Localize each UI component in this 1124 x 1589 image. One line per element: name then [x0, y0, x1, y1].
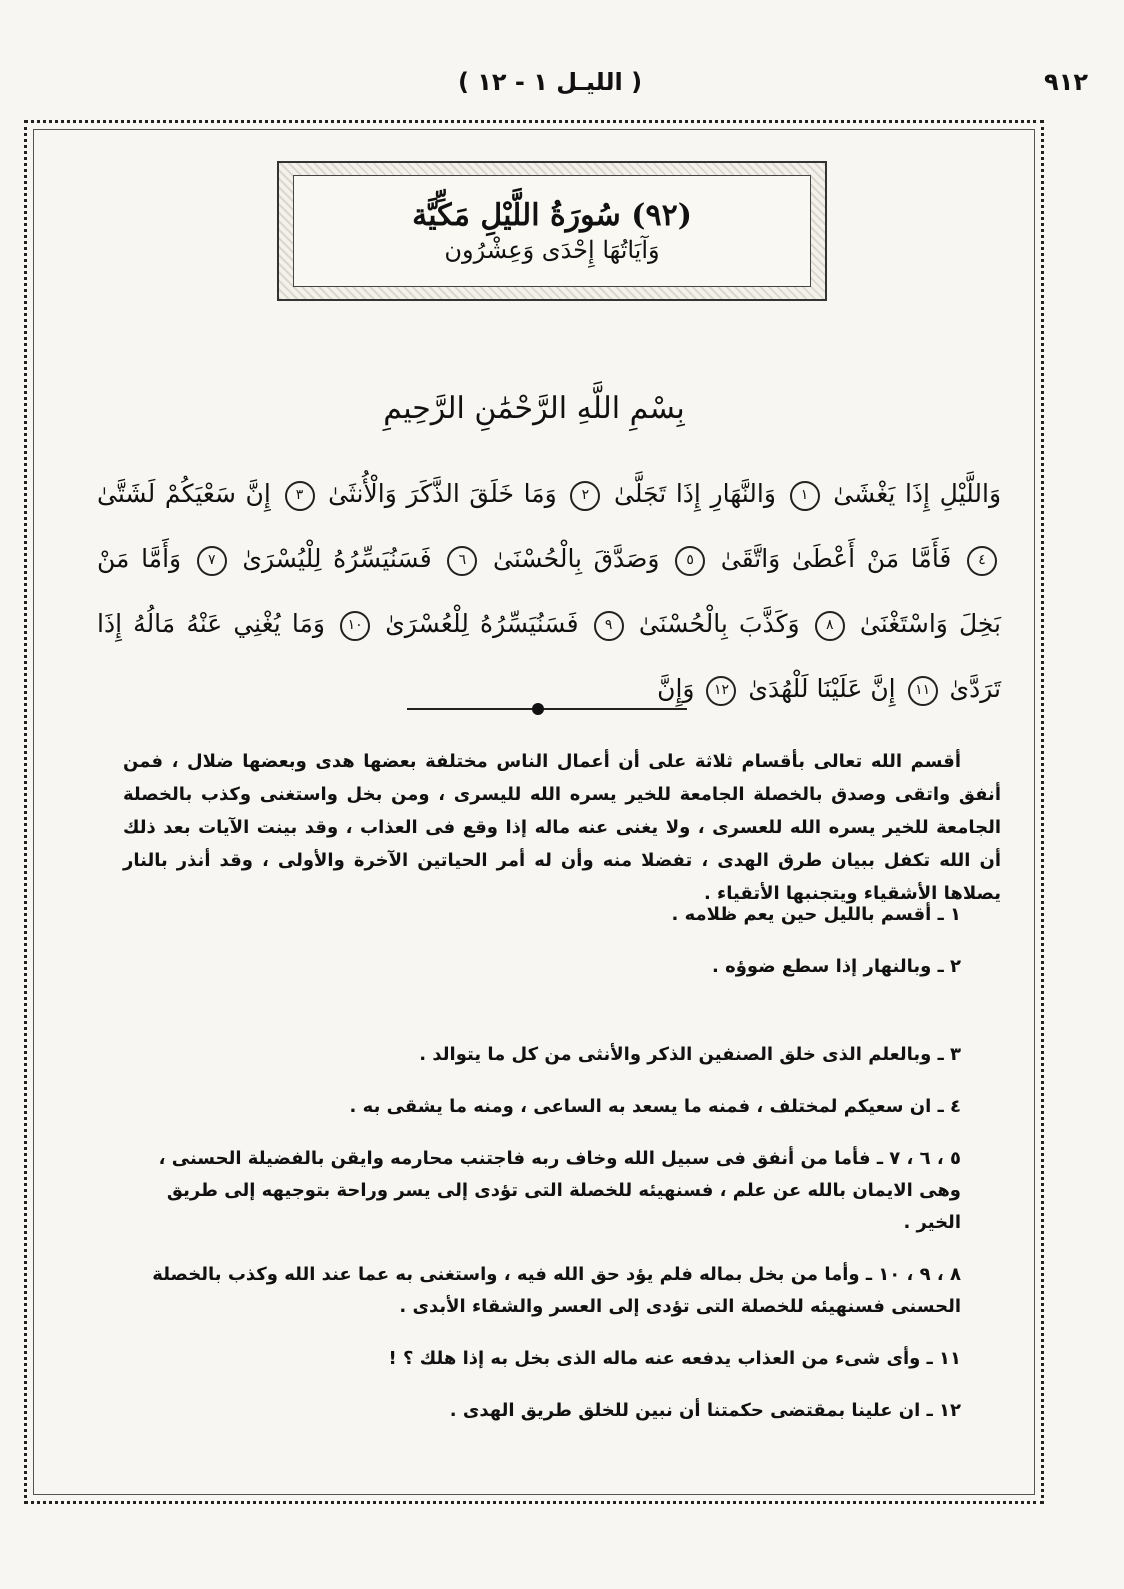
- note-item: ١ ـ أقسم بالليل حين يعم ظلامه .: [671, 904, 961, 925]
- page-frame: [24, 120, 1044, 1504]
- verse: وَالنَّهَارِ إِذَا تَجَلَّىٰ ٢: [566, 479, 776, 508]
- note-item: ١٢ ـ ان علينا بمقتضى حكمتنا أن نبين للخلق طريق الهدى .: [449, 1400, 961, 1421]
- note-item: ٥ ، ٦ ، ٧ ـ فأما من أنفق فى سبيل الله وخاف ربه فاجتنب محارمه وايقن بالفضيلة الحسنى ، وهى الايمان بالله عن علم ، فسنهيئه للخصلة التى تؤدى إلى يسر وراحة بتوجيهه إلى طريق الخير .: [158, 1148, 961, 1233]
- verse-number: ٥: [675, 546, 705, 576]
- verse-number: ٤: [967, 546, 997, 576]
- surah-title-box: [277, 161, 827, 301]
- commentary-summary: [123, 745, 1001, 910]
- verse-number: ٧: [197, 546, 227, 576]
- verse-number: ٣: [285, 481, 315, 511]
- verse-number: ٨: [815, 611, 845, 641]
- verse: وَإِنَّ: [657, 674, 695, 703]
- verse-number: ٦: [447, 546, 477, 576]
- surah-subtitle: وَآيَاتُهَا إِحْدَى وَعِشْرُون: [444, 235, 660, 264]
- note-item: ٨ ، ٩ ، ١٠ ـ وأما من بخل بماله فلم يؤد حق الله فيه ، واستغنى به عما عند الله وكذب بالخصلة الحسنى فسنهيئه للخصلة التى تؤدى إلى العسر والشقاء الأبدى .: [152, 1264, 961, 1317]
- quran-verses: [97, 461, 1001, 721]
- verse: إِنَّ عَلَيْنَا لَلْهُدَىٰ ١٢: [702, 674, 895, 703]
- note-item: ١١ ـ وأى شىء من العذاب يدفعه عنه ماله الذى بخل به إذا هلك ؟ !: [388, 1348, 961, 1369]
- verse-number: ٢: [570, 481, 600, 511]
- divider-dot: [532, 703, 544, 715]
- verse: وَصَدَّقَ بِالْحُسْنَىٰ ٦: [443, 544, 659, 573]
- verse: فَأَمَّا مَنْ أَعْطَىٰ وَاتَّقَىٰ ٥: [671, 544, 951, 573]
- verse: إِنَّ سَعْيَكُمْ لَشَتَّىٰ ٤: [97, 479, 1001, 573]
- note-item: ٣ ـ وبالعلم الذى خلق الصنفين الذكر والأنثى من كل ما يتوالد .: [419, 1044, 961, 1065]
- verse: وَكَذَّبَ بِالْحُسْنَىٰ ٩: [590, 609, 800, 638]
- verse: وَأَمَّا مَنْ بَخِلَ وَاسْتَغْنَىٰ ٨: [97, 544, 1001, 638]
- verse-number: ١١: [908, 676, 938, 706]
- verse-number: ١٢: [706, 676, 736, 706]
- verse: وَمَا خَلَقَ الذَّكَرَ وَالْأُنثَىٰ ٣: [281, 479, 557, 508]
- page-number: ٩١٢: [1044, 68, 1088, 96]
- note-item: ٤ ـ ان سعيكم لمختلف ، فمنه ما يسعد به الساعى ، ومنه ما يشقى به .: [349, 1096, 961, 1117]
- verse: فَسَنُيَسِّرُهُ لِلْيُسْرَىٰ ٧: [193, 544, 432, 573]
- verse-number: ١٠: [340, 611, 370, 641]
- verse-number: ١: [790, 481, 820, 511]
- commentary-paragraph: أقسم الله تعالى بأقسام ثلاثة على أن أعمال الناس مختلفة بعضها هدى وبعضها ضلال ، فمن أنفق واتقى وصدق بالخصلة الجامعة للخير يسره الله لليسرى ، ومن بخل واستغنى وكذب بالخصلة الجامعة للخير يسره الله للعسرى ، ولا يغنى عنه ماله إذا وقع فى العذاب ، وقد بينت الآيات بعد ذلك أن الله تكفل ببيان طرق الهدى ، تفضلا منه وأن له أمر الحياتين الآخرة والأولى ، وقد أنذر بالنار يصلاها الأشقياء ويتجنبها الأتقياء .: [123, 751, 1001, 904]
- section-divider: [407, 708, 687, 710]
- verse-notes: [123, 899, 1001, 1447]
- surah-title: (٩٢) سُورَةُ اللَّيْلِ مَكِّيَّة: [412, 197, 692, 233]
- verse-number: ٩: [594, 611, 624, 641]
- running-header: ( الليـل ١ - ١٢ ): [457, 68, 643, 96]
- verse: وَمَا يُغْنِي عَنْهُ مَالُهُ إِذَا تَرَدَّىٰ ١١: [97, 609, 1001, 703]
- verse: فَسَنُيَسِّرُهُ لِلْعُسْرَىٰ ١٠: [336, 609, 578, 638]
- note-item: ٢ ـ وبالنهار إذا سطع ضوؤه .: [711, 956, 961, 977]
- surah-title-panel: [293, 175, 811, 287]
- verse: وَاللَّيْلِ إِذَا يَغْشَىٰ ١: [786, 479, 1001, 508]
- basmala: بِسْمِ اللَّهِ الرَّحْمَٰنِ الرَّحِيمِ: [383, 391, 685, 426]
